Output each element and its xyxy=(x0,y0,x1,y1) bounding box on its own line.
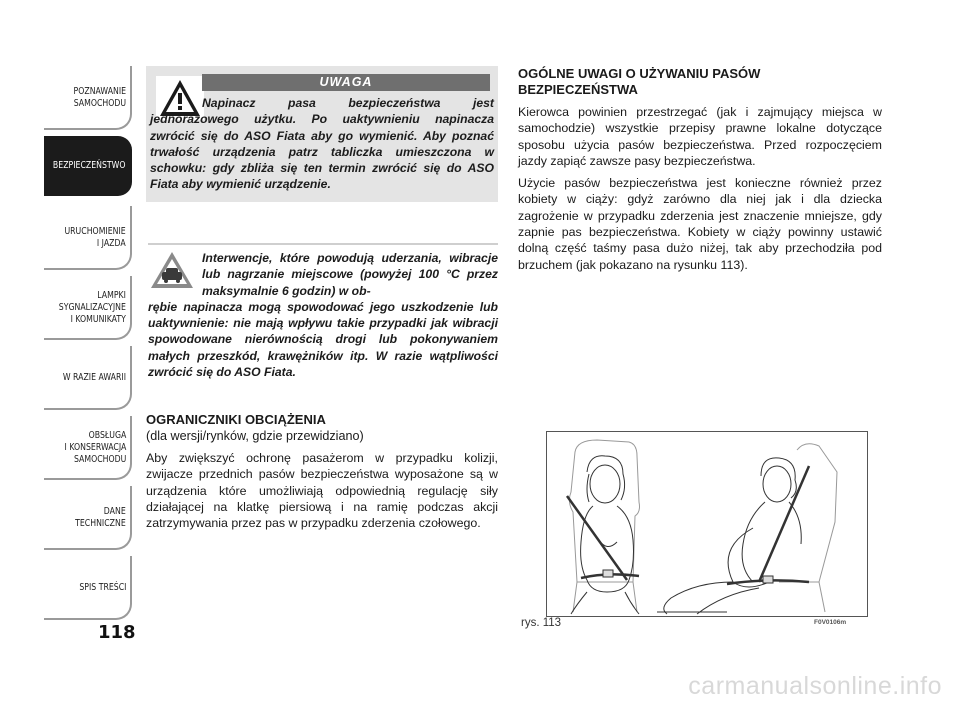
tab-spis-tresci[interactable]: SPIS TREŚCI xyxy=(44,556,132,620)
tab-lampki-sygnalizacyjne[interactable]: LAMPKI SYGNALIZACYJNE I KOMUNIKATY xyxy=(44,276,132,340)
general-paragraph-2: Użycie pasów bezpieczeństwa jest konieczne również przez kobiety w ciąży: gdyż zarówno dla niej jak i dla dziecka zagrożenie w przypadku zderzenia jest znaczenie mniejsze, gdy zapnie pas bezpieczeństwa. Kobiety w ciąży powinny ustawić dolną część taśmy pasa dużo niżej, tak aby przechodziła pod brzuchem (jak pokazano na rysunku 113). xyxy=(518,176,882,272)
warning-text: Napinacz pasa bezpieczeństwa jest jednorazowego użytku. Po uaktywnieniu napinacza zwrócić się do ASO Fiata aby go wymienić. Aby poznać trwałość urządzenia patrz tabliczka umieszczona w schowku: gdy zbliża się ten termin zwrócić się do ASO Fiata aby wymienić urządzenie. xyxy=(150,96,494,192)
pregnant-seatbelt-illustration xyxy=(547,432,867,616)
tab-w-razie-awarii[interactable]: W RAZIE AWARII xyxy=(44,346,132,410)
page-number: 118 xyxy=(98,622,136,643)
general-remarks-section xyxy=(518,66,882,273)
load-limiters-section xyxy=(146,412,498,531)
general-paragraph-1: Kierowca powinien przestrzegać (jak i zajmujący miejsca w samochodzie) wszystkie przepisy prawne lokalne dotyczące sposobu użycia pasów bezpieczeństwa. Przed rozpoczęciem jazdy zapiąć zawsze pasy bezpieczeństwa. xyxy=(518,105,882,168)
warning-header: UWAGA xyxy=(202,74,490,91)
tab-poznawanie-samochodu[interactable]: POZNAWANIE SAMOCHODU xyxy=(44,66,132,130)
tab-bezpieczenstwo[interactable]: BEZPIECZEŃSTWO xyxy=(44,136,132,196)
limiters-subtitle: (dla wersji/rynków, gdzie przewidziano) xyxy=(146,429,364,443)
figure-113 xyxy=(546,431,868,617)
figure-code: F0V0106m xyxy=(814,619,847,626)
limiters-title: OGRANICZNIKI OBCIĄŻENIA xyxy=(146,412,326,427)
tab-uruchomienie-i-jazda[interactable]: URUCHOMIENIE I JAZDA xyxy=(44,206,132,270)
tab-obsluga-i-konserwacja[interactable]: OBSŁUGA I KONSERWACJA SAMOCHODU xyxy=(44,416,132,480)
environment-note-rest: rębie napinacza mogą spowodować jego uszkodzenie lub uaktywnienie: nie mają wpływu takie przypadki jak wibracji spowodowane nierównością drogi lub pokonywaniem małych przeszkód, krawężników itp. W razie wątpliwości zwrócić się do ASO Fiata. xyxy=(148,299,498,380)
figure-caption: rys. 113 xyxy=(521,617,562,629)
limiters-text: Aby zwiększyć ochronę pasażerom w przypadku kolizji, zwijacze przednich pasów bezpieczeństwa wyposażone są w urządzenia które umożliwiają odpowiednią regulację siły działającej na klatkę piersiową i na ramię podczas akcji zatrzymywania przez pas w przypadku zderzenia czołowego. xyxy=(146,451,498,531)
general-title: OGÓLNE UWAGI O UŻYWANIU PASÓW BEZPIECZEŃSTWA xyxy=(518,66,761,97)
warning-box xyxy=(146,66,498,202)
chapter-sidebar xyxy=(44,66,132,626)
watermark: carmanualsonline.info xyxy=(688,672,942,700)
divider xyxy=(148,243,498,245)
environment-note xyxy=(148,250,498,380)
environment-note-first: Interwencje, które powodują uderzania, wibracje lub nagrzanie miejscowe (powyżej 100 °C przez maksymalnie 6 godzin) w ob- xyxy=(202,251,498,298)
tab-dane-techniczne[interactable]: DANE TECHNICZNE xyxy=(44,486,132,550)
